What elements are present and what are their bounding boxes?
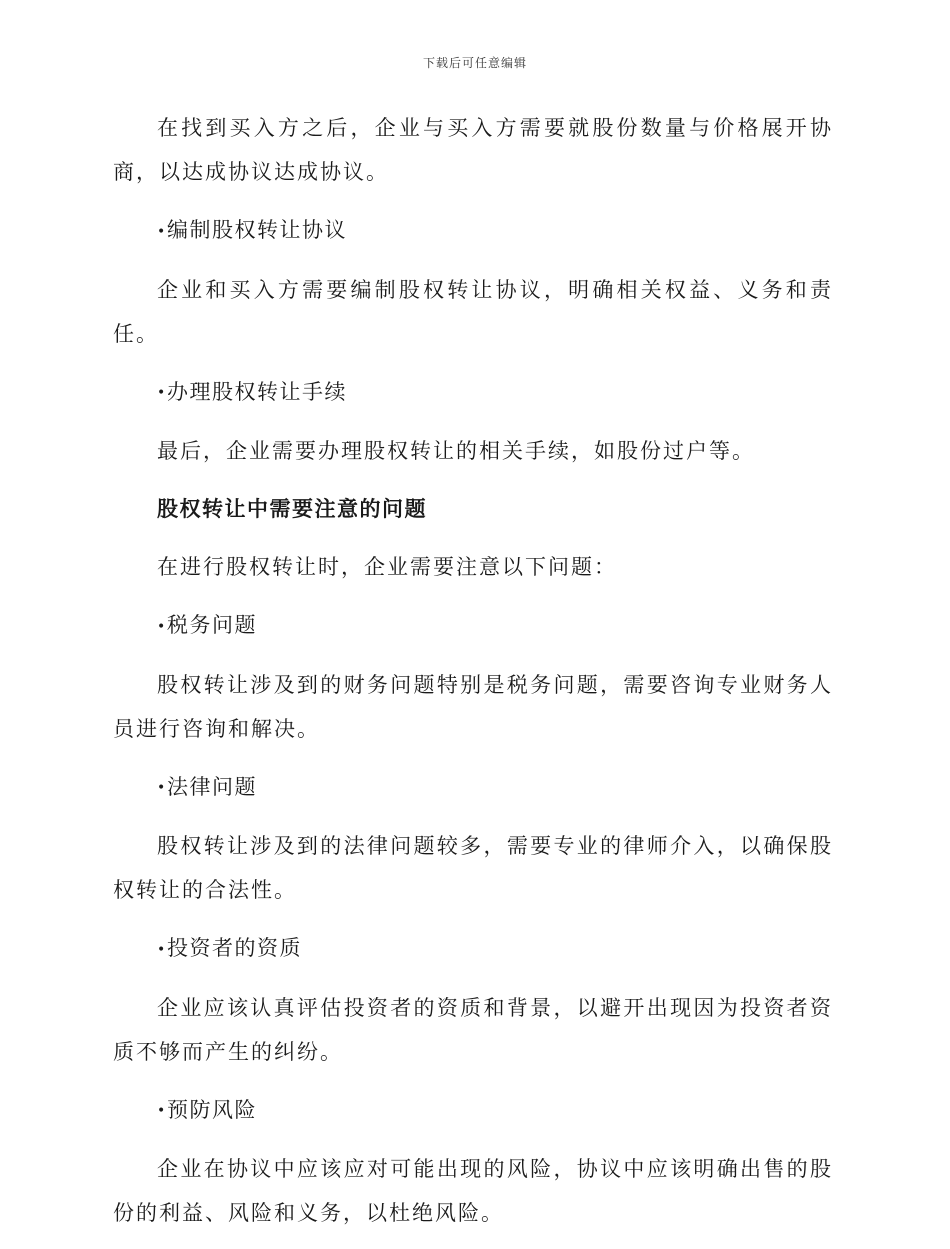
bullet-dot-icon: • — [157, 223, 167, 240]
bullet-dot-icon: • — [157, 385, 167, 401]
bullet-label: 投资者的资质 — [167, 936, 302, 960]
paragraph-tax-issues: 股权转让涉及到的财务问题特别是税务问题，需要咨询专业财务人员进行咨询和解决。 — [113, 672, 833, 741]
paragraph-legal-issues: 股权转让涉及到的法律问题较多，需要专业的律师介入，以确保股权转让的合法性。 — [113, 834, 833, 902]
bullet-dot-icon: • — [157, 941, 167, 958]
bullet-label: 预防风险 — [167, 1097, 257, 1122]
paragraph-issues-intro: 在进行股权转让时，企业需要注意以下问题： — [157, 555, 617, 579]
paragraph-negotiation: 在找到买入方之后，企业与买入方需要就股份数量与价格展开协商，以达成协议达成协议。 — [113, 116, 833, 184]
bullet-investor-qualification — [113, 926, 833, 972]
bullet-tax-issues — [113, 603, 833, 649]
bullet-draft-agreement — [113, 208, 833, 254]
page-header: 下载后可任意编辑 — [422, 56, 527, 70]
bullet-risk-prevention — [113, 1088, 833, 1134]
bullet-label: 编制股权转让协议 — [167, 218, 347, 242]
bullet-transfer-procedures — [113, 370, 833, 416]
bullet-label: 税务问题 — [167, 613, 257, 637]
paragraph-transfer-procedures: 最后，企业需要办理股权转让的相关手续，如股份过户等。 — [157, 439, 755, 463]
paragraph-draft-agreement: 企业和买入方需要编制股权转让协议，明确相关权益、义务和责任。 — [113, 277, 833, 346]
bullet-label: 办理股权转让手续 — [167, 379, 347, 404]
section-heading: 股权转让中需要注意的问题 — [157, 496, 427, 521]
paragraph-risk-prevention: 企业在协议中应该应对可能出现的风险，协议中应该明确出售的股份的利益、风险和义务，以杜绝风险。 — [113, 1157, 833, 1225]
bullet-dot-icon: • — [157, 780, 167, 796]
bullet-dot-icon: • — [157, 618, 167, 635]
bullet-label: 法律问题 — [167, 774, 257, 799]
bullet-dot-icon: • — [157, 1103, 167, 1119]
paragraph-investor-qualification: 企业应该认真评估投资者的资质和背景，以避开出现因为投资者资质不够而产生的纠纷。 — [113, 995, 833, 1064]
document-body — [113, 106, 833, 1249]
bullet-legal-issues — [113, 765, 833, 811]
